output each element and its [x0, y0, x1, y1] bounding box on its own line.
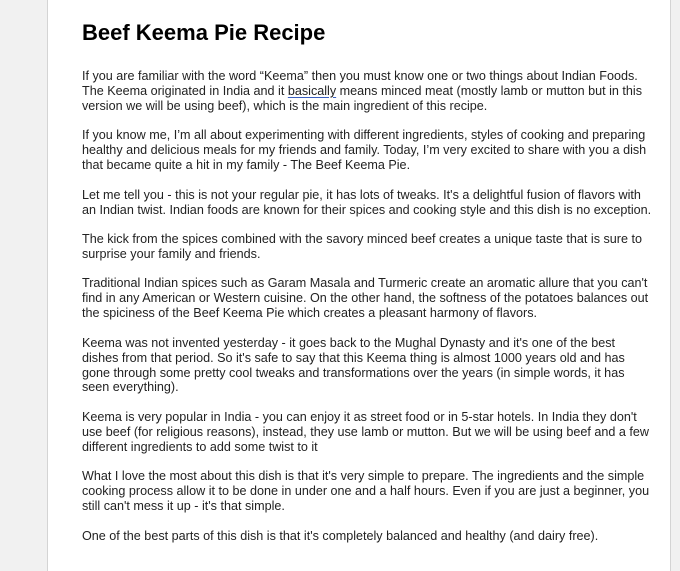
paragraph-7: Keema is very popular in India - you can enjoy it as street food or in 5-star hotels. In India they don't use beef (for religious reasons), instead, they use lamb or mutton. But we will be using beef and a few different ingredients to add some twist to it — [82, 409, 650, 454]
paragraph-5: Traditional Indian spices such as Garam Masala and Turmeric create an aromatic allure that you can't find in any American or Western cuisine. On the other hand, the softness of the potatoes balances out the spiciness of the Beef Keema Pie which creates a pleasant harmony of flavors. — [82, 276, 649, 321]
paragraph-1-text-b: means minced meat (mostly lamb or mutton but in this version we will be using beef), which is the main ingredient of this recipe. — [82, 83, 643, 113]
paragraph-9: One of the best parts of this dish is that it's completely balanced and healthy (and dairy free). — [82, 528, 599, 543]
document-title: Beef Keema Pie Recipe — [82, 20, 326, 45]
paragraph-8: What I love the most about this dish is that it's very simple to prepare. The ingredients and the simple cooking process allow it to be done in under one and a half hours. Even if you are just a beginner, you still can't mess it up - it's that simple. — [82, 469, 650, 514]
paragraph-1-text-a: If you are familiar with the word “Keema” then you must know one or two things about Indian Foods. The Keema originated in India and it — [82, 69, 638, 98]
spellcheck-underlined-word[interactable]: basically — [287, 83, 337, 98]
paragraph-1 — [82, 69, 652, 114]
paragraph-4: The kick from the spices combined with the savory minced beef creates a unique taste that is sure to surprise your family and friends. — [82, 232, 642, 261]
document-body — [82, 18, 652, 558]
document-page — [47, 0, 671, 571]
paragraph-6: Keema was not invented yesterday - it goes back to the Mughal Dynasty and it's one of the best dishes from that period. So it's safe to say that this Keema thing is almost 1000 years old and has gone through some pretty cool tweaks and transformations over the years (in simple words, it has seen everything). — [82, 335, 625, 395]
paragraph-2: If you know me, I’m all about experimenting with different ingredients, styles of cooking and preparing healthy and delicious meals for my friends and family. Today, I’m very excited to share with you a dish that became quite a hit in my family - The Beef Keema Pie. — [82, 128, 647, 173]
paragraph-3: Let me tell you - this is not your regular pie, it has lots of tweaks. It's a delightful fusion of flavors with an Indian twist. Indian foods are known for their spices and cooking style and this dish is no exception. — [82, 187, 652, 217]
